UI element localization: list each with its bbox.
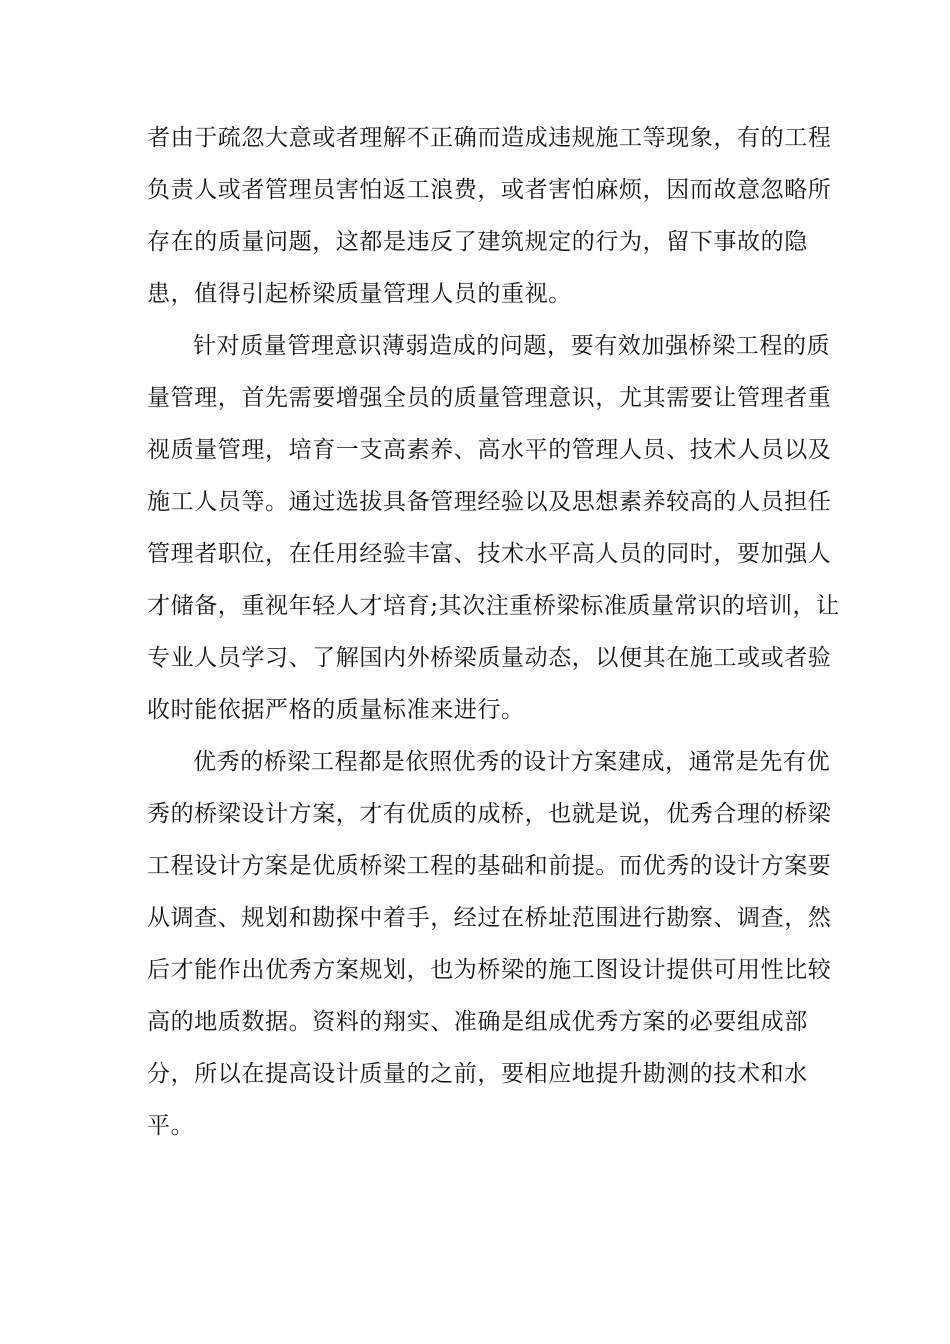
paragraph-1	[147, 112, 832, 320]
text-line: 从调查、规划和勘探中着手，经过在桥址范围进行勘察、调查，然	[147, 905, 832, 931]
text-line: 患，值得引起桥梁质量管理人员的重视。	[147, 281, 572, 307]
text-line: 量管理，首先需要增强全员的质量管理意识，尤其需要让管理者重	[147, 385, 832, 411]
text-line: 管理者职位，在任用经验丰富、技术水平高人员的同时，要加强人	[147, 541, 832, 567]
text-line: 专业人员学习、了解国内外桥梁质量动态，以便其在施工或或者验	[147, 645, 832, 671]
paragraph-2	[147, 320, 840, 736]
text-line: 优秀的桥梁工程都是依照优秀的设计方案建成，通常是先有优	[193, 749, 831, 775]
text-line: 高的地质数据。资料的翔实、准确是组成优秀方案的必要组成部	[147, 1009, 808, 1035]
text-line: 针对质量管理意识薄弱造成的问题，要有效加强桥梁工程的质	[193, 333, 831, 359]
text-line: 者由于疏忽大意或者理解不正确而造成违规施工等现象，有的工程	[147, 125, 832, 151]
text-line: 收时能依据严格的质量标准来进行。	[147, 697, 525, 723]
text-line: 工程设计方案是优质桥梁工程的基础和前提。而优秀的设计方案要	[147, 853, 832, 879]
text-line: 分，所以在提高设计质量的之前，要相应地提升勘测的技术和水	[147, 1061, 808, 1087]
text-line: 视质量管理，培育一支高素养、高水平的管理人员、技术人员以及	[147, 437, 832, 463]
text-line: 才储备，重视年轻人才培育;其次注重桥梁标准质量常识的培训，让	[147, 593, 840, 619]
text-line: 后才能作出优秀方案规划，也为桥梁的施工图设计提供可用性比较	[147, 957, 832, 983]
text-line: 秀的桥梁设计方案，才有优质的成桥，也就是说，优秀合理的桥梁	[147, 801, 832, 827]
text-line: 施工人员等。通过选拔具备管理经验以及思想素养较高的人员担任	[147, 489, 832, 515]
document-body	[147, 112, 840, 1152]
text-line: 负责人或者管理员害怕返工浪费，或者害怕麻烦，因而故意忽略所	[147, 177, 832, 203]
text-line: 平。	[147, 1113, 195, 1139]
paragraph-3	[147, 736, 832, 1152]
text-line: 存在的质量问题，这都是违反了建筑规定的行为，留下事故的隐	[147, 229, 808, 255]
